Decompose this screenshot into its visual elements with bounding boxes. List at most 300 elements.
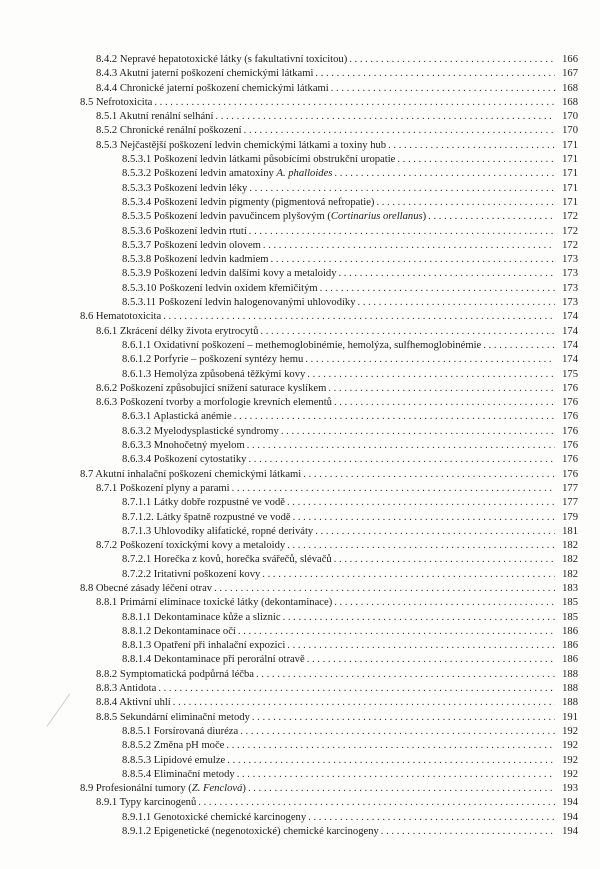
- toc-entry-page-number: 186: [562, 654, 578, 666]
- toc-entry: [0, 182, 600, 196]
- toc-entry: [0, 625, 600, 639]
- dot-leader: [249, 182, 555, 196]
- toc-entry-page-number: 177: [562, 482, 578, 494]
- toc-entry-text: 8.8.5.1 Forsírovaná diuréza: [122, 725, 239, 737]
- toc-entry-label: [122, 568, 555, 582]
- toc-entry-text: 8.7.1.1 Látky dobře rozpustné ve vodě: [122, 497, 285, 509]
- dot-leader: [283, 611, 555, 625]
- toc-entry-title: [122, 725, 240, 739]
- toc-entry-text: 8.8.5 Sekundární eliminační metody: [96, 711, 250, 723]
- toc-entry-text: 8.8.3 Antidota: [96, 683, 157, 695]
- toc-entry: [0, 782, 600, 796]
- toc-entry-page-number: 174: [562, 325, 578, 337]
- toc-entry-label: [122, 196, 555, 210]
- toc-entry-page-number: 176: [562, 468, 578, 480]
- toc-entry-page-number: 177: [562, 497, 578, 509]
- toc-entry-title: [96, 67, 315, 81]
- toc-entry-label: [96, 124, 555, 138]
- toc-entry-label: [80, 582, 555, 596]
- toc-entry-text: 8.5.3.8 Poškození ledvin kadmiem: [122, 254, 269, 266]
- toc-entry: [0, 796, 600, 810]
- toc-entry-title: [122, 453, 248, 467]
- dot-leader: [305, 353, 555, 367]
- toc-entry-text: 8.5.2 Chronické renální poškození: [96, 125, 242, 137]
- toc-entry-text: 8.6.3.1 Aplastická anémie: [122, 411, 232, 423]
- toc-entry: [0, 696, 600, 710]
- toc-entry-text: 8.5 Nefrotoxicita: [80, 96, 153, 108]
- toc-entry-label: [122, 210, 555, 224]
- dot-leader: [307, 653, 555, 667]
- toc-entry-label: [96, 596, 555, 610]
- toc-entry-title: [80, 782, 248, 796]
- toc-entry-title: [80, 582, 214, 596]
- toc-entry-title: [96, 539, 287, 553]
- toc-entry-label: [122, 453, 555, 467]
- toc-entry-title: [122, 167, 334, 181]
- toc-entry-text: 8.6.1.3 Hemolýza způsobená těžkými kovy: [122, 368, 306, 380]
- toc-entry-text: 8.7.2 Poškození toxickými kovy a metaloidy: [96, 540, 286, 552]
- toc-entry-label: [122, 768, 555, 782]
- toc-entry-page-number: 176: [562, 411, 578, 423]
- toc-entry: [0, 468, 600, 482]
- dot-leader: [328, 382, 555, 396]
- toc-entry-label: [122, 339, 555, 353]
- toc-entry-label: [80, 468, 555, 482]
- toc-entry-text: 8.6.3.3 Mnohočetný myelom: [122, 440, 245, 452]
- toc-entry-label: [122, 639, 555, 653]
- toc-entry-page-number: 186: [562, 640, 578, 652]
- toc-entry-label: [80, 310, 555, 324]
- toc-entry-title: [96, 682, 158, 696]
- toc-entry-label: [122, 282, 555, 296]
- dot-leader: [315, 525, 555, 539]
- toc-entry: [0, 339, 600, 353]
- toc-entry-label: [96, 539, 555, 553]
- toc-entry-page-number: 192: [562, 754, 578, 766]
- toc-entry-title: [80, 96, 154, 110]
- toc-entry-title: [122, 353, 305, 367]
- toc-entry-title: [122, 653, 307, 667]
- toc-entry-title: [96, 668, 256, 682]
- dot-leader: [252, 711, 555, 725]
- toc-entry: [0, 653, 600, 667]
- dot-leader: [154, 96, 555, 110]
- toc-entry-text: 8.9.1.2 Epigenetické (negenotoxické) chemické karcinogeny: [122, 826, 379, 838]
- toc-entry: [0, 82, 600, 96]
- toc-entry-label: [96, 396, 555, 410]
- dot-leader: [334, 553, 555, 567]
- toc-entry-page-number: 176: [562, 425, 578, 437]
- toc-entry: [0, 482, 600, 496]
- dot-leader: [260, 325, 555, 339]
- toc-entry: [0, 439, 600, 453]
- dot-leader: [248, 453, 555, 467]
- toc-entry-title: [122, 625, 238, 639]
- toc-entry-label: [122, 225, 555, 239]
- toc-entry-page-number: 170: [562, 125, 578, 137]
- toc-entry-title: [122, 525, 315, 539]
- toc-entry: [0, 282, 600, 296]
- toc-entry-text: 8.5.3.7 Poškození ledvin olovem: [122, 239, 261, 251]
- dot-leader: [397, 153, 555, 167]
- dot-leader: [249, 225, 555, 239]
- toc-entry-title: [122, 811, 308, 825]
- toc-entry-text: 8.4.4 Chronické jaterní poškození chemickými látkami: [96, 82, 329, 94]
- toc-entry-page-number: 171: [562, 168, 578, 180]
- toc-entry-page-number: 194: [562, 797, 578, 809]
- toc-entry-text: 8.7.2.2 Iritativní poškození kovy: [122, 568, 261, 580]
- toc-entry-page-number: 171: [562, 154, 578, 166]
- dot-leader: [214, 582, 555, 596]
- toc-entry-label: [96, 682, 555, 696]
- dot-leader: [234, 410, 555, 424]
- toc-entry-title: [80, 310, 163, 324]
- toc-entry-title: [122, 368, 307, 382]
- toc-entry-text: 8.7.1.2. Látky špatně rozpustné ve vodě: [122, 511, 291, 523]
- toc-entry: [0, 325, 600, 339]
- toc-entry-title: [96, 82, 331, 96]
- toc-entry: [0, 368, 600, 382]
- toc-entry-text: 8.8.5.3 Lipidové emulze: [122, 754, 226, 766]
- toc-entry-label: [122, 368, 555, 382]
- toc-entry-text: 8.6.3 Poškození tvorby a morfologie krevních elementů: [96, 397, 332, 409]
- toc-entry-title: [122, 439, 247, 453]
- toc-entry-label: [96, 139, 555, 153]
- toc-entry-label: [122, 611, 555, 625]
- toc-entry-text: 8.6 Hematotoxicita: [80, 311, 162, 323]
- toc-entry-page-number: 194: [562, 811, 578, 823]
- toc-entry-label: [96, 482, 555, 496]
- toc-entry-page-number: 176: [562, 382, 578, 394]
- toc-entry-page-number: 173: [562, 268, 578, 280]
- toc-entry: [0, 410, 600, 424]
- toc-entry-title: [96, 482, 232, 496]
- toc-entry-page-number: 172: [562, 239, 578, 251]
- dot-leader: [303, 468, 555, 482]
- toc-entry-label: [122, 725, 555, 739]
- dot-leader: [315, 67, 555, 81]
- dot-leader: [238, 625, 555, 639]
- dot-leader: [339, 267, 556, 281]
- toc-entry: [0, 196, 600, 210]
- toc-entry-text: 8.8.1.3 Opatření při inhalační expozici: [122, 640, 286, 652]
- dot-leader: [308, 811, 555, 825]
- toc-entry-title: [122, 410, 234, 424]
- toc-entry-label: [122, 253, 555, 267]
- toc-entry-text: 8.5.3.1 Poškození ledvin látkami působícími obstrukční uropatie: [122, 154, 396, 166]
- dot-leader: [237, 768, 555, 782]
- toc-entry-title: [122, 210, 428, 224]
- dot-leader: [163, 310, 555, 324]
- toc-entry: [0, 110, 600, 124]
- toc-entry: [0, 739, 600, 753]
- toc-entry-page-number: 167: [562, 68, 578, 80]
- toc-entry-page-number: 191: [562, 711, 578, 723]
- toc-entry: [0, 611, 600, 625]
- toc-entry-page-number: 166: [562, 54, 578, 65]
- toc-entry-title: [122, 425, 281, 439]
- toc-entry-text: 8.6.3.2 Myelodysplastické syndromy: [122, 425, 279, 437]
- dot-leader: [262, 568, 555, 582]
- dot-leader: [232, 482, 555, 496]
- toc-entry: [0, 239, 600, 253]
- toc-entry-title: [96, 325, 260, 339]
- toc-entry-page-number: 176: [562, 454, 578, 466]
- toc-entry-italic: Z. Fenclová: [191, 783, 243, 795]
- toc-entry-text: 8.6.1.2 Porfyrie – poškození syntézy hemu: [122, 354, 304, 366]
- toc-entry: [0, 396, 600, 410]
- toc-entry-page-number: 172: [562, 211, 578, 223]
- toc-entry-text-end: ): [242, 783, 246, 795]
- toc-entry-title: [122, 754, 227, 768]
- toc-entry-page-number: 188: [562, 683, 578, 695]
- toc-entry-label: [122, 353, 555, 367]
- dot-leader: [320, 282, 555, 296]
- toc-entry-page-number: 173: [562, 254, 578, 266]
- dot-leader: [287, 496, 555, 510]
- toc-entry-text: 8.7.2.1 Horečka z kovů, horečka svářečů, slévačů: [122, 554, 332, 566]
- dot-leader: [334, 167, 555, 181]
- toc-entry-text: 8.7 Akutní inhalační poškození chemickými látkami: [80, 468, 302, 480]
- toc-entry-text: 8.8.4 Aktivní uhlí: [96, 697, 171, 709]
- toc-entry-title: [122, 225, 249, 239]
- toc-entry: [0, 225, 600, 239]
- toc-entry-title: [122, 153, 397, 167]
- toc-entry-text: 8.5.3.9 Poškození ledvin dalšími kovy a metaloidy: [122, 268, 337, 280]
- toc-entry-title: [122, 768, 237, 782]
- toc-entry-page-number: 171: [562, 139, 578, 151]
- toc-entry-title: [122, 639, 287, 653]
- toc-entry: [0, 539, 600, 553]
- toc-entry-text: 8.4.3 Akutní jaterní poškození chemickými látkami: [96, 68, 314, 80]
- toc-entry-title: [122, 182, 249, 196]
- toc-entry: [0, 711, 600, 725]
- toc-entry-page-number: 193: [562, 783, 578, 795]
- toc-entry-label: [122, 653, 555, 667]
- toc-entry-page-number: 179: [562, 511, 578, 523]
- toc-entry-label: [96, 67, 555, 81]
- toc-entry-page-number: 185: [562, 597, 578, 609]
- toc-entry-title: [122, 568, 262, 582]
- toc-entry-label: [122, 811, 555, 825]
- toc-entry-label: [122, 439, 555, 453]
- toc-entry-text: 8.7.1 Poškození plyny a parami: [96, 482, 230, 494]
- dot-leader: [247, 439, 555, 453]
- toc-entry-title: [122, 282, 320, 296]
- toc-entry-text: 8.9 Profesionální tumory (: [80, 783, 192, 795]
- dot-leader: [281, 425, 555, 439]
- toc-entry-title: [122, 296, 358, 310]
- toc-entry-label: [96, 110, 555, 124]
- toc-entry-page-number: 182: [562, 554, 578, 566]
- toc-entry-italic: Cortinarius orellanus: [330, 211, 423, 223]
- toc-entry: [0, 582, 600, 596]
- toc-entry-title: [122, 239, 263, 253]
- toc-entry-label: [96, 796, 555, 810]
- toc-entry-text: 8.8.2 Symptomatická podpůrná léčba: [96, 668, 254, 680]
- toc-entry-text: 8.5.3.6 Poškození ledvin rtutí: [122, 225, 247, 237]
- toc-entry-label: [80, 782, 555, 796]
- toc-entry-text: 8.5.3.2 Poškození ledvin amatoxiny: [122, 168, 277, 180]
- toc-entry-label: [122, 553, 555, 567]
- toc-entry-page-number: 176: [562, 397, 578, 409]
- toc-entry-page-number: 174: [562, 311, 578, 323]
- toc-entry-title: [96, 396, 334, 410]
- toc-entry-label: [122, 239, 555, 253]
- toc-entry: [0, 253, 600, 267]
- toc-entry: [0, 525, 600, 539]
- dot-leader: [331, 82, 555, 96]
- toc-entry-text: 8.5.3.3 Poškození ledvin léky: [122, 182, 248, 194]
- toc-entry-text: 8.6.2 Poškození způsobující snížení saturace kyslíkem: [96, 382, 327, 394]
- toc-entry: [0, 153, 600, 167]
- toc-entry: [0, 568, 600, 582]
- dot-leader: [240, 725, 555, 739]
- toc-entry-label: [122, 153, 555, 167]
- toc-entry-title: [122, 825, 381, 839]
- toc-entry: [0, 553, 600, 567]
- toc-entry-text: 8.8.1.2 Dekontaminace očí: [122, 625, 236, 637]
- toc-entry: [0, 296, 600, 310]
- toc-entry: [0, 382, 600, 396]
- toc-entry-label: [122, 825, 555, 839]
- toc-entry-page-number: 173: [562, 297, 578, 309]
- toc-entry-page-number: 181: [562, 525, 578, 537]
- toc-entry-text: 8.4.2 Nepravé hepatotoxické látky (s fakultativní toxicitou): [96, 54, 348, 65]
- toc-entry: [0, 167, 600, 181]
- toc-entry-text-end: ): [422, 211, 427, 223]
- toc-entry-text: 8.9.1 Typy karcinogenů: [96, 797, 197, 809]
- toc-entry-title: [122, 511, 293, 525]
- toc-entry-title: [122, 253, 271, 267]
- toc-entry: [0, 596, 600, 610]
- dot-leader: [256, 668, 555, 682]
- toc-entry-title: [122, 339, 483, 353]
- toc-entry-title: [122, 739, 226, 753]
- toc-entry: [0, 768, 600, 782]
- dot-leader: [158, 682, 555, 696]
- toc-entry-title: [122, 553, 334, 567]
- toc-entry-text: 8.6.1.1 Oxidativní poškození – methemoglobinémie, hemolýza, sulfhemoglobinémie: [122, 339, 482, 351]
- toc-entry-label: [80, 96, 555, 110]
- toc-entry-page-number: 194: [562, 826, 578, 838]
- toc-entry-label: [96, 668, 555, 682]
- toc-entry: [0, 453, 600, 467]
- toc-entry-text: 8.9.1.1 Genotoxické chemické karcinogeny: [122, 811, 307, 823]
- table-of-contents: [0, 53, 600, 839]
- toc-entry: [0, 425, 600, 439]
- toc-entry: [0, 754, 600, 768]
- toc-entry-text: 8.8.1.1 Dekontaminace kůže a sliznic: [122, 611, 281, 623]
- dot-leader: [307, 368, 555, 382]
- toc-entry: [0, 811, 600, 825]
- dot-leader: [428, 210, 555, 224]
- toc-entry-label: [96, 53, 555, 67]
- toc-entry-page-number: 172: [562, 225, 578, 237]
- dot-leader: [358, 296, 555, 310]
- toc-entry-label: [122, 425, 555, 439]
- toc-entry: [0, 511, 600, 525]
- toc-entry-page-number: 188: [562, 697, 578, 709]
- toc-entry-page-number: 192: [562, 740, 578, 752]
- toc-entry-text: 8.6.3.4 Poškození cytostatiky: [122, 454, 247, 466]
- toc-entry-text: 8.6.1 Zkrácení délky života erytrocytů: [96, 325, 259, 337]
- toc-entry: [0, 496, 600, 510]
- toc-entry-label: [122, 410, 555, 424]
- dot-leader: [334, 396, 555, 410]
- dot-leader: [293, 511, 555, 525]
- dot-leader: [334, 596, 555, 610]
- toc-entry-page-number: 188: [562, 668, 578, 680]
- toc-entry-text: 8.8 Obecné zásady léčení otrav: [80, 582, 213, 594]
- toc-entry-label: [122, 525, 555, 539]
- toc-entry: [0, 639, 600, 653]
- toc-entry-page-number: 182: [562, 540, 578, 552]
- toc-entry-page-number: 185: [562, 611, 578, 623]
- toc-entry-title: [122, 496, 287, 510]
- toc-entry-label: [122, 625, 555, 639]
- toc-entry-text: 8.8.5.2 Změna pH moče: [122, 740, 225, 752]
- toc-entry-label: [122, 296, 555, 310]
- toc-entry: [0, 682, 600, 696]
- toc-entry-title: [96, 796, 198, 810]
- toc-entry-text: 8.7.1.3 Uhlovodíky alifatické, ropné deriváty: [122, 525, 314, 537]
- toc-entry-page-number: 171: [562, 196, 578, 208]
- toc-entry-title: [122, 611, 283, 625]
- toc-entry-page-number: 183: [562, 582, 578, 594]
- dot-leader: [198, 796, 555, 810]
- toc-entry-label: [122, 267, 555, 281]
- toc-entry: [0, 124, 600, 138]
- toc-entry-page-number: 175: [562, 368, 578, 380]
- toc-entry-page-number: 192: [562, 725, 578, 737]
- dot-leader: [483, 339, 555, 353]
- dot-leader: [227, 754, 555, 768]
- toc-entry-label: [96, 382, 555, 396]
- toc-entry-label: [96, 696, 555, 710]
- toc-entry: [0, 267, 600, 281]
- toc-entry-label: [122, 182, 555, 196]
- toc-entry: [0, 310, 600, 324]
- toc-entry: [0, 53, 600, 67]
- toc-entry-text: 8.5.1 Akutní renální selhání: [96, 111, 214, 123]
- toc-entry-title: [96, 124, 244, 138]
- toc-entry: [0, 139, 600, 153]
- toc-entry: [0, 210, 600, 224]
- dot-leader: [263, 239, 555, 253]
- toc-entry-italic: A. phalloides: [276, 168, 333, 180]
- toc-entry-page-number: 173: [562, 282, 578, 294]
- toc-entry-text: 8.5.3.5 Poškození ledvin pavučincem plyšovým (: [122, 211, 331, 223]
- dot-leader: [173, 696, 555, 710]
- toc-entry-page-number: 174: [562, 354, 578, 366]
- toc-entry-title: [96, 696, 173, 710]
- toc-entry: [0, 67, 600, 81]
- dot-leader: [349, 53, 555, 67]
- toc-entry: [0, 96, 600, 110]
- toc-entry-title: [96, 139, 388, 153]
- toc-entry-title: [96, 596, 334, 610]
- toc-entry-label: [122, 511, 555, 525]
- toc-entry-text: 8.5.3.4 Poškození ledvin pigmenty (pigmentová nefropatie): [122, 196, 375, 208]
- toc-entry-title: [122, 196, 376, 210]
- toc-entry-text: 8.5.3 Nejčastější poškození ledvin chemickými látkami a toxiny hub: [96, 139, 387, 151]
- toc-entry-page-number: 182: [562, 568, 578, 580]
- toc-entry-page-number: 192: [562, 768, 578, 780]
- toc-entry-title: [96, 110, 215, 124]
- dot-leader: [388, 139, 555, 153]
- toc-entry: [0, 353, 600, 367]
